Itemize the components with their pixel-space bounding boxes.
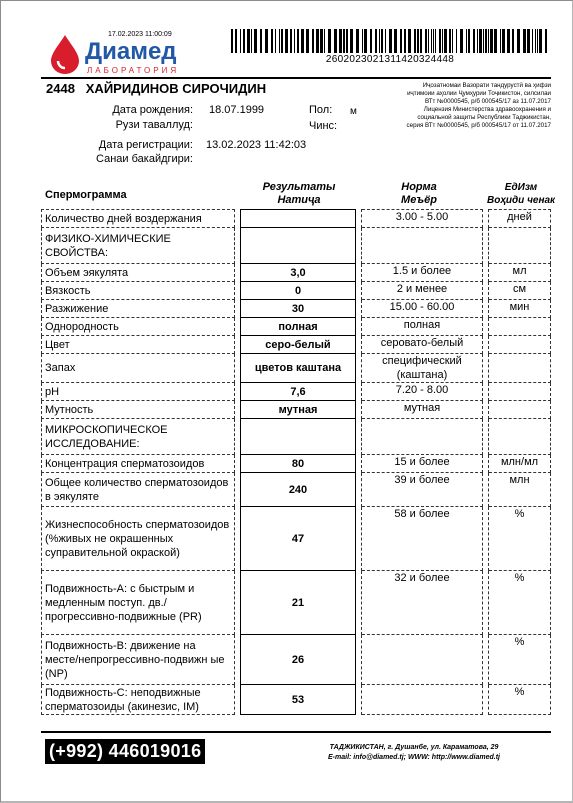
table-row xyxy=(42,507,551,571)
barcode-bar xyxy=(449,29,451,53)
barcode-bar xyxy=(297,29,299,53)
result-value: 47 xyxy=(241,507,356,571)
norm-value xyxy=(362,685,483,715)
barcode-bar xyxy=(420,29,422,53)
diamed-logo xyxy=(49,33,209,75)
contacts: E-mail: info@diamed.tj; WWW: http://www.diamed.tj xyxy=(328,754,500,761)
barcode-bar xyxy=(433,29,434,53)
barcode-bar xyxy=(306,29,309,53)
svg-text:Диамед: Диамед xyxy=(85,38,177,65)
barcode-bar xyxy=(301,29,304,53)
result-value: 21 xyxy=(241,571,356,635)
unit-value: % xyxy=(489,571,551,635)
result-value: 3,0 xyxy=(241,264,356,282)
unit-header: ЕдИзм Воҳиди ченак xyxy=(487,182,555,206)
license-text: Иҷозатномаи Вазорати тандурустӣ ва ҳифзи иҷтимоии аҳолии Ҷумҳурии Тоҷикистон, силсилаи ВТт №0000545, р/б 000545/17 аз 11.07.2017 Лицензия Министерства здравоохранения и социальной защиты Республики Таджикистан, серия ВТт №0000545, р/б 000545/17 от 11.07.2017 xyxy=(406,82,551,129)
results-table xyxy=(41,209,551,715)
norm-value: 7.20 - 8.00 xyxy=(362,383,483,401)
barcode-bar xyxy=(285,29,288,53)
barcode-bar xyxy=(545,29,547,53)
unit-value: млн xyxy=(489,473,551,507)
barcode-bar xyxy=(275,29,276,53)
parameter-name: Жизнеспособность сперматозоидов (%живых не окрашенных суправительной окраской) xyxy=(42,507,235,571)
table-row xyxy=(42,383,551,401)
barcode xyxy=(231,29,549,53)
barcode-bar xyxy=(417,29,419,53)
svg-text:ЛАБОРАТОРИЯ: ЛАБОРАТОРИЯ xyxy=(87,66,180,75)
barcode-bar xyxy=(428,29,429,53)
patient-name: ХАЙРИДИНОВ СИРОЧИДИН xyxy=(85,81,267,96)
barcode-bar xyxy=(265,29,268,53)
norm-value: 15 и более xyxy=(362,455,483,473)
parameter-name: Подвижность-А: с быстрым и медленным поступ. дв./прогрессивно-подвижные (PR) xyxy=(42,571,235,635)
header-divider xyxy=(41,77,551,79)
barcode-bar xyxy=(381,29,383,53)
barcode-bar xyxy=(473,29,475,53)
parameter-name: Мутность xyxy=(42,401,235,419)
unit-value xyxy=(489,419,551,455)
unit-value xyxy=(489,401,551,419)
barcode-bar xyxy=(500,29,501,53)
table-row xyxy=(42,685,551,715)
barcode-bar xyxy=(312,29,314,53)
barcode-bar xyxy=(539,29,542,53)
table-row xyxy=(42,419,551,455)
barcode-bar xyxy=(324,29,325,53)
barcode-bar xyxy=(477,29,478,53)
norm-value xyxy=(362,635,483,685)
unit-value xyxy=(489,336,551,354)
barcode-bar xyxy=(235,29,237,53)
barcode-bar xyxy=(485,29,487,53)
norm-value: 32 и более xyxy=(362,571,483,635)
result-value: 240 xyxy=(241,473,356,507)
barcode-bar xyxy=(527,29,530,53)
table-row xyxy=(42,282,551,300)
barcode-bar xyxy=(488,29,489,53)
norm-value: 15.00 - 60.00 xyxy=(362,300,483,318)
barcode-bar xyxy=(281,29,283,53)
print-timestamp: 17.02.2023 11:00:09 xyxy=(108,31,172,38)
barcode-bar xyxy=(279,29,280,53)
parameter-name: Концентрация сперматозоидов xyxy=(42,455,235,473)
barcode-bar xyxy=(339,29,342,53)
birth-date-value: 18.07.1999 xyxy=(209,104,265,116)
barcode-bar xyxy=(240,29,241,53)
norm-value: полная xyxy=(362,318,483,336)
result-value: 80 xyxy=(241,455,356,473)
patient-heading xyxy=(46,81,266,96)
parameter-name: Количество дней воздержания xyxy=(42,210,235,228)
barcode-bar xyxy=(294,29,295,53)
unit-value: мин xyxy=(489,300,551,318)
barcode-bar xyxy=(517,29,520,53)
table-row xyxy=(42,473,551,507)
unit-value: дней xyxy=(489,210,551,228)
parameter-name: МИКРОСКОПИЧЕСКОЕ ИССЛЕДОВАНИЕ: xyxy=(42,419,235,455)
result-value xyxy=(241,419,356,455)
unit-value: см xyxy=(489,282,551,300)
result-value xyxy=(241,228,356,264)
barcode-bar xyxy=(370,29,372,53)
unit-value: мл xyxy=(489,264,551,282)
barcode-bar xyxy=(271,29,273,53)
barcode-bar xyxy=(243,29,245,53)
norm-value: 2 и менее xyxy=(362,282,483,300)
barcode-bar xyxy=(404,29,406,53)
table-row xyxy=(42,401,551,419)
table-row xyxy=(42,635,551,685)
barcode-bar xyxy=(316,29,319,53)
barcode-bar xyxy=(502,29,505,53)
barcode-bar xyxy=(408,29,411,53)
norm-header: Норма Меъёр xyxy=(401,181,437,206)
barcode-number: 2602023021311420324448 xyxy=(325,54,455,65)
parameter-name: Подвижность-В: движение на месте/непрогрессивно-подвижн ые (NP) xyxy=(42,635,235,685)
footer-contacts xyxy=(283,743,545,763)
norm-value xyxy=(362,419,483,455)
parameter-name: Подвижность-С: неподвижные сперматозоиды (акинезис, IM) xyxy=(42,685,235,715)
norm-value: 39 и более xyxy=(362,473,483,507)
barcode-bar xyxy=(385,29,386,53)
barcode-bar xyxy=(334,29,337,53)
norm-value: специфический (каштана) xyxy=(362,354,483,383)
barcode-bar xyxy=(254,29,257,53)
result-value: цветов каштана xyxy=(241,354,356,383)
barcode-bar xyxy=(320,29,323,53)
unit-value: % xyxy=(489,685,551,715)
unit-value xyxy=(489,228,551,264)
barcode-bar xyxy=(460,29,463,53)
barcode-bar xyxy=(494,29,497,53)
barcode-bar xyxy=(414,29,416,53)
norm-value xyxy=(362,228,483,264)
norm-value: серовато-белый xyxy=(362,336,483,354)
sex-value: м xyxy=(350,106,357,117)
barcode-bar xyxy=(251,29,252,53)
unit-value xyxy=(489,318,551,336)
parameter-name: Общее количество сперматозоидов в эякуляте xyxy=(42,473,235,507)
parameter-name: pH xyxy=(42,383,235,401)
barcode-bar xyxy=(537,29,538,53)
address: ТАДЖИКИСТАН, г. Душанбе, ул. Караматова, 29 xyxy=(329,744,499,751)
barcode-bar xyxy=(379,29,380,53)
barcode-bar xyxy=(362,29,363,53)
barcode-bar xyxy=(231,29,233,53)
barcode-bar xyxy=(523,29,526,53)
birth-date-label: Дата рождения: xyxy=(112,104,193,116)
result-value: полная xyxy=(241,318,356,336)
norm-value: 58 и более xyxy=(362,507,483,571)
barcode-bar xyxy=(452,29,453,53)
barcode-bar xyxy=(290,29,292,53)
norm-value: мутная xyxy=(362,401,483,419)
sex-label: Пол: xyxy=(309,104,333,116)
unit-value xyxy=(489,383,551,401)
barcode-bar xyxy=(439,29,441,53)
birth-date-label-tj: Рузи таваллуд: xyxy=(115,119,193,131)
parameter-name: Запах xyxy=(42,354,235,383)
result-value: 53 xyxy=(241,685,356,715)
sex-label-tj: Чинс: xyxy=(309,120,338,132)
unit-value xyxy=(489,354,551,383)
footer-divider xyxy=(41,731,551,733)
registration-label-tj: Санаи бакайдгири: xyxy=(96,153,193,165)
parameter-name: Однородность xyxy=(42,318,235,336)
barcode-bar xyxy=(444,29,447,53)
barcode-bar xyxy=(442,29,443,53)
result-value: 0 xyxy=(241,282,356,300)
barcode-bar xyxy=(346,29,348,53)
parameter-name: Цвет xyxy=(42,336,235,354)
table-row xyxy=(42,318,551,336)
barcode-bar xyxy=(328,29,331,53)
barcode-bar xyxy=(260,29,262,53)
barcode-bar xyxy=(356,29,359,53)
barcode-bar xyxy=(435,29,436,53)
table-row xyxy=(42,571,551,635)
unit-value: % xyxy=(489,507,551,571)
result-value xyxy=(241,210,356,228)
parameter-name: Вязкость xyxy=(42,282,235,300)
barcode-bar xyxy=(343,29,345,53)
norm-value: 1.5 и более xyxy=(362,264,483,282)
table-row xyxy=(42,228,551,264)
table-row xyxy=(42,336,551,354)
registration-value: 13.02.2023 11:42:03 xyxy=(206,139,307,151)
barcode-bar xyxy=(350,29,353,53)
result-value: 30 xyxy=(241,300,356,318)
phone-number: (+992) 446019016 xyxy=(45,739,205,764)
barcode-bar xyxy=(425,29,427,53)
barcode-bar xyxy=(483,29,484,53)
barcode-bar xyxy=(532,29,533,53)
section-title: Спермограмма xyxy=(45,189,127,201)
barcode-bar xyxy=(389,29,392,53)
barcode-bar xyxy=(375,29,377,53)
barcode-bar xyxy=(535,29,536,53)
result-header: Результаты Натиҷа xyxy=(262,181,336,206)
unit-value: % xyxy=(489,635,551,685)
result-value: мутная xyxy=(241,401,356,419)
barcode-bar xyxy=(456,29,457,53)
result-value: серо-белый xyxy=(241,336,356,354)
barcode-bar xyxy=(468,29,470,53)
barcode-bar xyxy=(400,29,402,53)
patient-id: 2448 xyxy=(46,81,75,96)
table-row xyxy=(42,300,551,318)
barcode-bar xyxy=(364,29,367,53)
parameter-name: ФИЗИКО-ХИМИЧЕСКИЕ СВОЙСТВА: xyxy=(42,228,235,264)
barcode-bar xyxy=(479,29,482,53)
unit-value: млн/мл xyxy=(489,455,551,473)
table-row xyxy=(42,264,551,282)
barcode-bar xyxy=(431,29,432,53)
table-row xyxy=(42,354,551,383)
barcode-bar xyxy=(247,29,250,53)
result-value: 26 xyxy=(241,635,356,685)
parameter-name: Объем эякулята xyxy=(42,264,235,282)
barcode-bar xyxy=(507,29,510,53)
parameter-name: Разжижение xyxy=(42,300,235,318)
registration-label: Дата регистрации: xyxy=(98,139,193,151)
table-row xyxy=(42,455,551,473)
barcode-bar xyxy=(512,29,514,53)
norm-value: 3.00 - 5.00 xyxy=(362,210,483,228)
result-value: 7,6 xyxy=(241,383,356,401)
table-row xyxy=(42,210,551,228)
barcode-bar xyxy=(490,29,493,53)
barcode-bar xyxy=(466,29,467,53)
barcode-bar xyxy=(394,29,397,53)
